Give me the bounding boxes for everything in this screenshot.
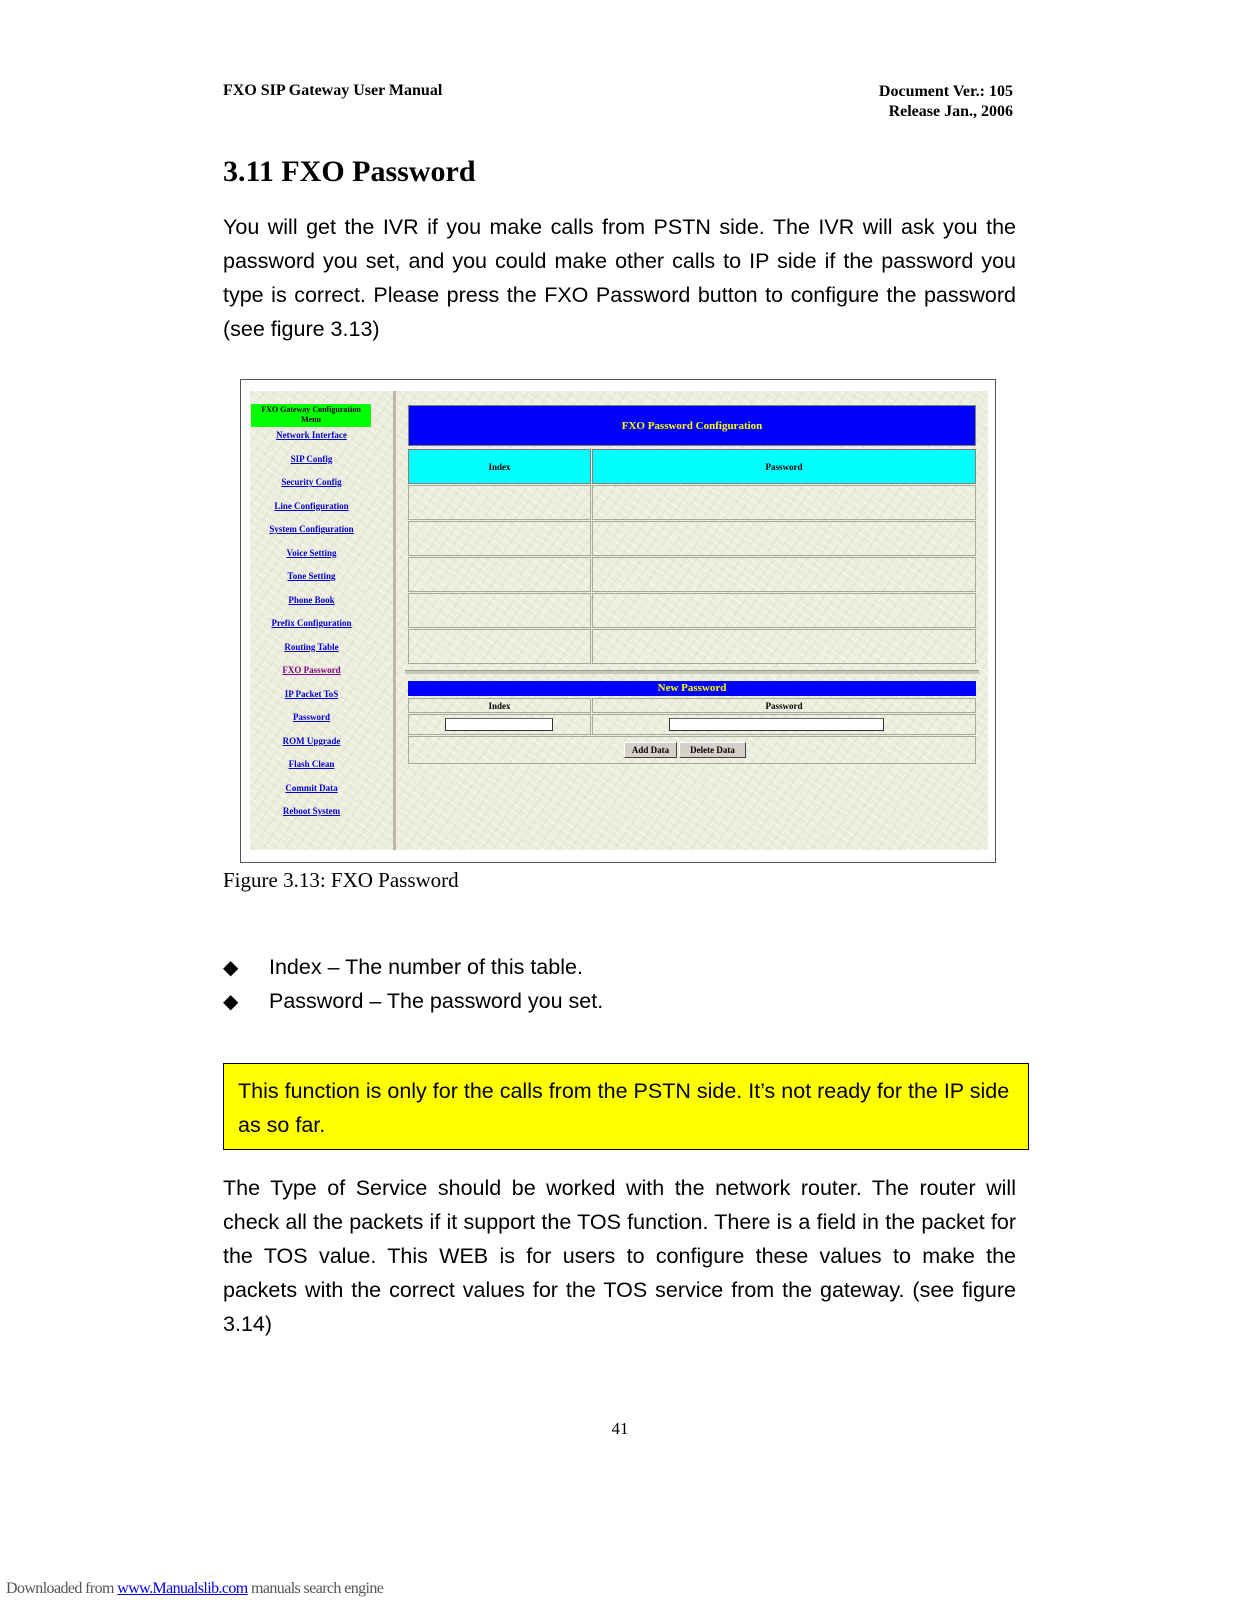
section-separator bbox=[405, 670, 979, 674]
password-input[interactable] bbox=[669, 718, 884, 731]
menu-item bbox=[250, 522, 373, 546]
password-column-header: Password bbox=[592, 449, 976, 484]
menu-link[interactable]: Phone Book bbox=[288, 594, 335, 605]
page-number: 41 bbox=[611, 1419, 629, 1438]
figure-caption: Figure 3.13: FXO Password bbox=[223, 868, 459, 892]
bullet-text: Password – The password you set. bbox=[269, 989, 604, 1013]
index-cell bbox=[408, 521, 591, 556]
tos-paragraph: The Type of Service should be worked with the network router. The router will check all the packets if it support the TOS function. There is a field in the packet for the TOS value. This WEB is for users to configure these values to make the packets with the correct values for the TOS service from the gateway. (see figure 3.14) bbox=[223, 1176, 1016, 1336]
menu-link[interactable]: Password bbox=[292, 712, 330, 722]
menu-item bbox=[250, 804, 373, 828]
new-password-title: New Password bbox=[408, 681, 976, 696]
menu-link[interactable]: Voice Setting bbox=[286, 547, 337, 558]
password-cell bbox=[592, 485, 976, 520]
menu-link[interactable]: Network Interface bbox=[276, 430, 347, 440]
menu-item bbox=[250, 452, 373, 476]
footer-prefix: Downloaded from bbox=[6, 1580, 118, 1597]
menu-link[interactable]: Line Configuration bbox=[274, 500, 349, 511]
menu-item bbox=[250, 616, 373, 640]
footer-suffix: manuals search engine bbox=[247, 1580, 384, 1597]
index-cell bbox=[408, 629, 591, 664]
password-cell bbox=[592, 557, 976, 592]
new-index-header: Index bbox=[408, 698, 591, 713]
config-title: FXO Password Configuration bbox=[408, 405, 976, 446]
index-column-header: Index bbox=[408, 449, 591, 484]
new-password-header: Password bbox=[592, 698, 976, 713]
menu-item bbox=[250, 687, 373, 711]
figure-screenshot bbox=[240, 379, 996, 863]
menu-link[interactable]: SIP Config bbox=[290, 453, 333, 464]
menu-divider bbox=[393, 391, 396, 850]
release-date: Release Jan., 2006 bbox=[888, 103, 1013, 120]
download-footer bbox=[6, 1580, 383, 1598]
menu-item bbox=[250, 757, 373, 781]
diamond-bullet-icon: ◆ bbox=[223, 991, 239, 1013]
menu-item bbox=[250, 546, 373, 570]
delete-data-button[interactable]: Delete Data bbox=[679, 742, 746, 758]
config-menu bbox=[250, 428, 373, 828]
menu-item bbox=[250, 428, 373, 452]
document-header-right bbox=[860, 82, 1013, 122]
section-title: 3.11 FXO Password bbox=[223, 155, 476, 188]
document-version: Document Ver.: 105 bbox=[878, 83, 1013, 100]
note-box: This function is only for the calls from the PSTN side. It’s not ready for the IP side as so far. bbox=[223, 1063, 1029, 1150]
add-data-button[interactable]: Add Data bbox=[624, 742, 677, 758]
menu-item bbox=[250, 781, 373, 805]
menu-item bbox=[250, 593, 373, 617]
menu-item bbox=[250, 640, 373, 664]
menu-title: FXO Gateway Configuration Menu bbox=[251, 404, 371, 427]
index-input[interactable] bbox=[445, 718, 553, 731]
password-cell bbox=[592, 629, 976, 664]
menu-link[interactable]: System Configuration bbox=[269, 524, 354, 534]
menu-item bbox=[250, 499, 373, 523]
menu-link[interactable]: FXO Password bbox=[282, 665, 341, 675]
document-header-left: FXO SIP Gateway User Manual bbox=[223, 82, 443, 99]
menu-link[interactable]: Flash Clean bbox=[288, 759, 335, 769]
menu-item bbox=[250, 663, 373, 687]
diamond-bullet-icon: ◆ bbox=[223, 957, 239, 979]
menu-link[interactable]: IP Packet ToS bbox=[284, 688, 339, 699]
menu-item bbox=[250, 734, 373, 758]
index-cell bbox=[408, 557, 591, 592]
menu-link[interactable]: ROM Upgrade bbox=[282, 735, 341, 746]
menu-link[interactable]: Prefix Configuration bbox=[271, 618, 352, 628]
gateway-web-page bbox=[250, 391, 988, 850]
menu-link[interactable]: Reboot System bbox=[282, 806, 341, 816]
menu-item bbox=[250, 475, 373, 499]
menu-link[interactable]: Security Config bbox=[281, 477, 342, 487]
bullet-text: Index – The number of this table. bbox=[269, 955, 583, 979]
index-cell bbox=[408, 485, 591, 520]
password-cell bbox=[592, 521, 976, 556]
menu-item bbox=[250, 569, 373, 593]
menu-item bbox=[250, 710, 373, 734]
intro-paragraph: You will get the IVR if you make calls from PSTN side. The IVR will ask you the password you set, and you could make other calls to IP side if the password you type is correct. Please press the FXO Password button to configure the password (see figure 3.13) bbox=[223, 215, 1016, 341]
password-cell bbox=[592, 593, 976, 628]
manualslib-link[interactable]: www.Manualslib.com bbox=[117, 1580, 248, 1597]
menu-link[interactable]: Commit Data bbox=[285, 782, 338, 793]
index-cell bbox=[408, 593, 591, 628]
menu-link[interactable]: Tone Setting bbox=[287, 571, 336, 581]
menu-link[interactable]: Routing Table bbox=[284, 641, 339, 652]
